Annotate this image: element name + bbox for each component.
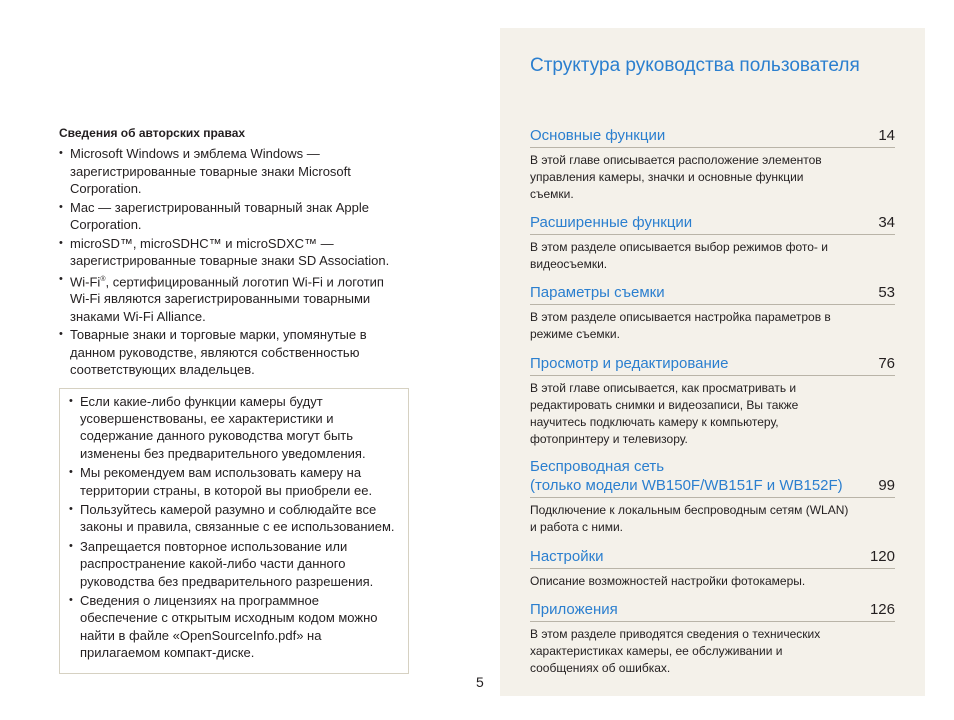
page-number: 5: [476, 674, 484, 690]
copyright-item: • microSD™, microSDHC™ и microSDXC™ — зарегистрированные товарные знаки SD Association.: [59, 235, 404, 270]
copyright-item: • Mac — зарегистрированный товарный знак Apple Corporation.: [59, 199, 404, 234]
toc-item-page[interactable]: 14: [878, 127, 895, 144]
toc-item-page[interactable]: 53: [878, 284, 895, 301]
copyright-item: • Microsoft Windows и эмблема Windows — зарегистрированные товарные знаки Microsoft Corporation.: [59, 145, 404, 198]
toc-item-appendix[interactable]: [530, 600, 895, 677]
toc-item-page[interactable]: 126: [869, 601, 895, 618]
toc-item-playback[interactable]: [530, 354, 895, 448]
toc-item-desc: Описание возможностей настройки фотокамеры.: [530, 574, 806, 588]
wifi-text: , сертифицированный логотип Wi-Fi и логотип Wi-Fi являются зарегистрированными товарными знаками Wi-Fi Alliance.: [70, 273, 384, 324]
toc-item-header[interactable]: [530, 547, 895, 569]
toc-item-header[interactable]: [530, 354, 895, 376]
toc-item-advanced[interactable]: [530, 213, 895, 273]
toc-item-header[interactable]: [530, 283, 895, 305]
toc-item-label[interactable]: Приложения: [530, 601, 618, 618]
notice-item: • Если какие-либо функции камеры будут усовершенствованы, ее характеристики и содержание данного руководства могут быть изменены без предварительного уведомления.: [69, 393, 396, 462]
toc-item-label[interactable]: Беспроводная сеть (только модели WB150F/WB151F и WB152F): [530, 458, 843, 494]
copyright-list: [59, 145, 404, 379]
toc-item-basic[interactable]: [530, 126, 895, 203]
toc-item-desc: В этой главе описывается расположение элементов управления камеры, значки и основные функции съемки.: [530, 153, 822, 201]
notice-item: • Пользуйтесь камерой разумно и соблюдайте все законы и правила, связанные с ее использованием.: [69, 501, 396, 535]
notice-box: [59, 388, 409, 674]
toc-item-label[interactable]: Настройки: [530, 548, 604, 565]
toc-item-wireless[interactable]: [530, 457, 895, 536]
toc-item-header[interactable]: [530, 457, 895, 498]
toc-item-label[interactable]: Просмотр и редактирование: [530, 355, 729, 372]
notice-item: • Запрещается повторное использование или распространение какой-либо части данного руководства без предварительного разрешения.: [69, 538, 396, 590]
toc-item-desc: В этом разделе описывается выбор режимов фото- и видеосъемки.: [530, 240, 828, 271]
toc-panel: [500, 28, 925, 696]
toc-item-desc: В этом разделе приводятся сведения о технических характеристиках камеры, ее обслуживании и сообщениях об ошибках.: [530, 627, 821, 675]
copyright-section: [59, 125, 404, 380]
copyright-item-wifi: • Wi-Fi®, сертифицированный логотип Wi-Fi и логотип Wi-Fi являются зарегистрированными товарными знаками Wi-Fi Alliance.: [59, 271, 404, 326]
toc-item-label[interactable]: Основные функции: [530, 127, 666, 144]
notice-item: • Сведения о лицензиях на программное обеспечение с открытым исходным кодом можно найти в файле «OpenSourceInfo.pdf» на прилагаемом компакт-диске.: [69, 592, 396, 661]
toc-title: Структура руководства пользователя: [530, 55, 860, 76]
toc-item-label[interactable]: Параметры съемки: [530, 284, 665, 301]
toc-item-page[interactable]: 76: [878, 355, 895, 372]
toc-item-header[interactable]: [530, 213, 895, 235]
toc-item-page[interactable]: 120: [869, 548, 895, 565]
toc-item-page[interactable]: 34: [878, 214, 895, 231]
toc-item-desc: В этом разделе описывается настройка параметров в режиме съемки.: [530, 310, 831, 341]
notice-list: [69, 393, 396, 661]
toc-item-desc: Подключение к локальным беспроводным сетям (WLAN) и работа с ними.: [530, 503, 849, 534]
toc-item-desc: В этой главе описывается, как просматривать и редактировать снимки и видеозаписи, Вы также научитесь подключать камеру к компьютеру, фотопринтеру и телевизору.: [530, 381, 799, 446]
copyright-title: Сведения об авторских правах: [59, 126, 246, 140]
toc-item-label[interactable]: Расширенные функции: [530, 214, 693, 231]
toc-item-shooting-options[interactable]: [530, 283, 895, 343]
toc-item-settings[interactable]: [530, 547, 895, 590]
toc-item-header[interactable]: [530, 126, 895, 148]
toc-item-header[interactable]: [530, 600, 895, 622]
notice-item: • Мы рекомендуем вам использовать камеру на территории страны, в которой вы приобрели ее.: [69, 464, 396, 498]
toc-item-page[interactable]: 99: [878, 477, 895, 494]
copyright-item: • Товарные знаки и торговые марки, упомянутые в данном руководстве, являются собственностью соответствующих владельцев.: [59, 326, 404, 379]
